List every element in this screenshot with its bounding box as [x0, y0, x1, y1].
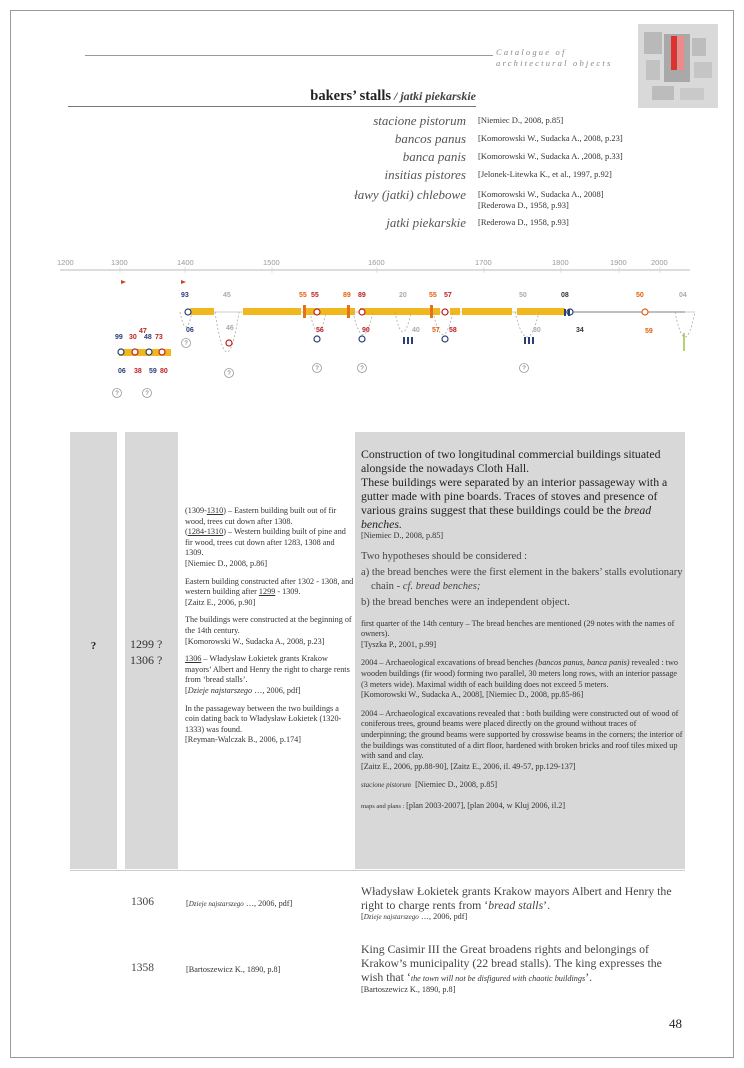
name-term: banca panis — [402, 149, 466, 164]
mark-56: 56 — [316, 327, 324, 334]
q-5: ? — [522, 366, 526, 372]
mark-06: 06 — [186, 327, 194, 334]
para-2004b: 2004 – Archaeological excavations revealed that : both building were constructed out of wood of coniferous trees, ground beams were placed directly on the ground without traces of underpinning; the ground beams were supported by crosswise beams in the corners; the interior of the buildings was constituted of a dirt floor, hardened with broken bricks and roof tiles mixed up with sand and clay. [Zaitz E., 2006, pp.88-90], [Zaitz E., 2006, il. 49-57, pp.129-137] — [361, 708, 683, 771]
year-line-1: 1299 ? — [130, 637, 163, 651]
q-3: ? — [315, 366, 319, 372]
catalogue-label — [496, 47, 612, 69]
mark-80b: 80 — [160, 368, 168, 375]
year-line-2: 1306 ? — [130, 653, 163, 667]
year-1900: 1900 — [610, 258, 627, 267]
mark-55c: 55 — [429, 292, 437, 299]
mark-45: 45 — [223, 292, 231, 299]
name-ref: [Niemiec D., 2008, p.85] — [478, 115, 564, 125]
mark-06b: 06 — [118, 368, 126, 375]
name-ref: [Komorowski W., Sudacka A., 2008, p.23] — [478, 133, 623, 143]
year-1300: 1300 — [111, 258, 128, 267]
page-title — [310, 88, 476, 105]
year-1400: 1400 — [177, 258, 194, 267]
name-term: stacione pistorum — [373, 113, 466, 128]
name-ref: [Rederowa D., 1958, p.93] — [478, 200, 569, 210]
name-refs — [478, 131, 623, 144]
mark-59b: 59 — [149, 368, 157, 375]
hyp-a: a) the bread benches were the first element in the bakers’ stalls evolutionary chain - cf. bread benches; — [361, 567, 683, 592]
mark-50b: 50 — [636, 292, 644, 299]
mark-46: 46 — [226, 325, 234, 332]
name-refs — [478, 215, 569, 228]
years-label — [130, 636, 162, 668]
table-row — [70, 432, 685, 869]
unknown-date-markers — [115, 341, 526, 397]
catalogue-line-1: Catalogue of — [496, 47, 567, 57]
name-refs — [478, 167, 612, 180]
description-text — [361, 447, 683, 813]
mark-73: 73 — [155, 334, 163, 341]
mark-08: 08 — [561, 292, 569, 299]
mark-30: 30 — [129, 334, 137, 341]
name-row — [250, 187, 690, 211]
timeline-year-labels — [57, 258, 668, 267]
mark-47: 47 — [139, 328, 147, 335]
intro-b: These buildings were separated by an interior passageway with a gutter made with pine boards. Traces of stoves and presence of various grains suggest that these buildings could be the bread benches. — [361, 475, 668, 531]
mark-55b: 55 — [311, 292, 319, 299]
note-2: Eastern building constructed after 1302 - 1308, and western building after 1299 - 1309. [Zaitz E., 2006, p.90] — [185, 576, 354, 607]
intro-ref: [Niemiec D., 2008, p.85] — [361, 531, 444, 540]
note-1: (1309-1310) – Eastern building built out of fir wood, trees cut down after 1308. (1284-1310) – Western building built of pine and fir wood, trees cut down after 1283, 1308 and 1309. [Niemiec D., 2008, p.86] — [185, 506, 346, 568]
hyp-b: b) the bread benches were an independent object. — [361, 597, 570, 609]
timeline-top-labels — [181, 292, 687, 299]
mark-89b: 89 — [358, 292, 366, 299]
name-refs — [478, 149, 623, 162]
row-divider — [70, 870, 685, 871]
location-thumbnail — [638, 24, 718, 108]
note-3: The buildings were constructed at the beginning of the 14th century. [Komorowski W., Sudacka A., 2008, p.23] — [185, 615, 352, 646]
mark-38: 38 — [134, 368, 142, 375]
year-1800: 1800 — [552, 258, 569, 267]
name-ref: [Komorowski W., Sudacka A. ,2008, p.33] — [478, 151, 623, 161]
row3-year: 1358 — [131, 962, 154, 974]
names-list — [250, 113, 690, 233]
mark-20: 20 — [399, 292, 407, 299]
title-english: bakers’ stalls — [310, 88, 391, 104]
year-1600: 1600 — [368, 258, 385, 267]
row2-text — [361, 884, 683, 923]
row2-ref: [Dzieje najstarszego …, 2006, pdf] — [186, 899, 293, 908]
header-rule — [85, 55, 493, 56]
row3-desc-ref: [Bartoszewicz K., 1890, p.8] — [361, 984, 456, 994]
q-4: ? — [360, 366, 364, 372]
name-ref: [Rederowa D., 1958, p.93] — [478, 217, 569, 227]
name-row — [250, 149, 690, 165]
title-polish: / jatki piekarskie — [391, 89, 476, 103]
name-row — [250, 131, 690, 147]
mark-55: 55 — [299, 292, 307, 299]
mark-48: 48 — [144, 334, 152, 341]
q-6: ? — [115, 391, 119, 397]
mark-57: 57 — [444, 292, 452, 299]
name-term: bancos panus — [394, 131, 466, 146]
name-refs — [478, 187, 604, 211]
mark-58: 58 — [449, 327, 457, 334]
row2-desc: Władysław Łokietek grants Krakow mayors Albert and Henry the right to charge rents from ‘bread stalls’. — [361, 884, 672, 912]
q-7: ? — [145, 391, 149, 397]
note-5: In the passageway between the two buildings a coin dating back to Władysław Łokietek (1320-1333) was found. [Reyman-Walczak B., 2006, p.174] — [185, 703, 342, 745]
name-row — [250, 167, 690, 183]
para-2004a: 2004 – Archaeological excavations of bread benches (bancos panus, banca panis) revealed : two wooden buildings (fir wood) forming two parallel, 30 meters long rows, with an interior passage (3 meters wide). Maximal width of each building does not exceed 5 meters. [Komorowski W., Sudacka A., 2008], [Niemiec D., 2008, pp.85-86] — [361, 658, 678, 700]
mark-59: 59 — [645, 328, 653, 335]
row3-ref: [Bartoszewicz K., 1890, p.8] — [186, 965, 281, 974]
name-term: insitias pistores — [384, 167, 466, 182]
row2-year: 1306 — [131, 896, 154, 908]
hyp-head: Two hypotheses should be considered : — [361, 550, 528, 562]
flag-icon — [121, 280, 186, 284]
row3-desc: King Casimir III the Great broadens rights and belongings of Krakow’s municipality (22 bread stalls). The king expresses the wish that ‘the town will not be disfigured with chaotic buildings’. — [361, 942, 662, 984]
intro-a: Construction of two longitudinal commercial buildings situated alongside the nowadays Cloth Hall. — [361, 447, 661, 475]
year-1200: 1200 — [57, 258, 74, 267]
name-refs — [478, 113, 563, 126]
mark-80: 80 — [533, 327, 541, 334]
mark-90: 90 — [362, 327, 370, 334]
timeline-bottom-labels — [186, 325, 653, 335]
year-1700: 1700 — [475, 258, 492, 267]
name-term: ławy (jatki) chlebowe — [354, 187, 466, 202]
para-stacione: stacione pistorum [Niemiec D., 2008, p.85] — [361, 780, 498, 790]
mark-04: 04 — [679, 292, 687, 299]
mark-89: 89 — [343, 292, 351, 299]
year-2000: 2000 — [651, 258, 668, 267]
para-maps: maps and plans : [plan 2003-2007], [plan 2004, w Kluj 2006, il.2] — [361, 800, 566, 810]
note-4: 1306 – Władysław Łokietek grants Krakow mayors’ Albert and Henry the right to charge rents from ‘bread stalls’. [Dzieje najstarszego …, 2006, pdf] — [185, 654, 350, 695]
name-row — [250, 113, 690, 129]
page-number: 48 — [669, 1016, 682, 1031]
mark-93: 93 — [181, 292, 189, 299]
name-ref: [Komorowski W., Sudacka A., 2008] — [478, 189, 604, 199]
timeline-diagram — [55, 255, 695, 410]
year-1500: 1500 — [263, 258, 280, 267]
name-term: jatki piekarskie — [386, 215, 466, 230]
title-rule — [68, 106, 476, 107]
para-q1: first quarter of the 14th century – The bread benches are mentioned (29 notes with the names of owners). [Tyszka P., 2001, p.99] — [361, 618, 675, 649]
unknown-mark: ? — [90, 640, 97, 652]
mark-34: 34 — [576, 327, 584, 334]
row2-desc-ref: [Dzieje najstarszego …, 2006, pdf] — [361, 912, 468, 921]
mark-57b: 57 — [432, 327, 440, 334]
mark-99: 99 — [115, 334, 123, 341]
row3-text — [361, 942, 683, 995]
mark-50: 50 — [519, 292, 527, 299]
catalogue-line-2: architectural objects — [496, 58, 613, 68]
mark-40: 40 — [412, 327, 420, 334]
q-2: ? — [227, 371, 231, 377]
name-row — [250, 215, 690, 231]
q-1: ? — [184, 341, 188, 347]
dating-notes — [185, 506, 355, 753]
name-ref: [Jelonek-Litewka K., et al., 1997, p.92] — [478, 169, 612, 179]
